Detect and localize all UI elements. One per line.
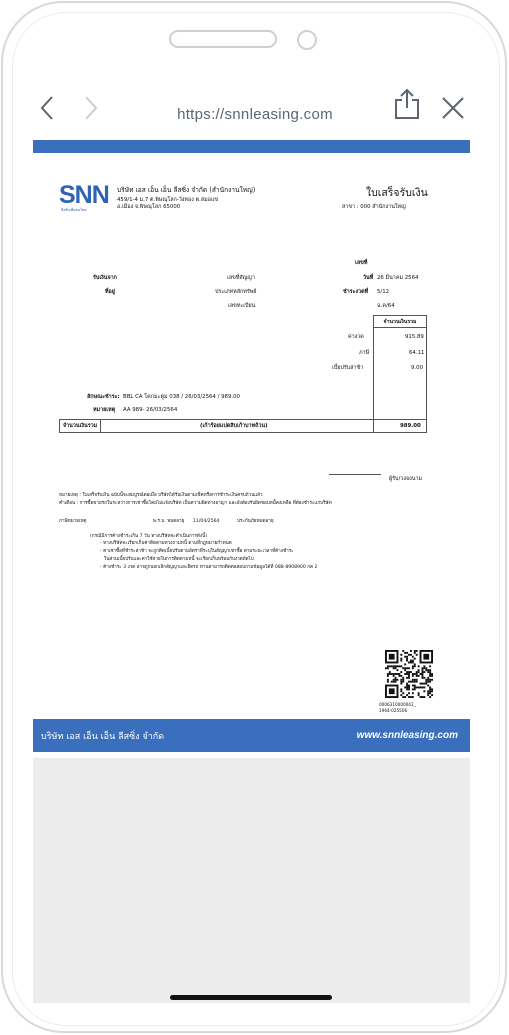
share-icon[interactable]: [393, 90, 421, 118]
receipt-no-label: เลขที่: [355, 260, 368, 266]
amount-column: [373, 315, 427, 433]
date-label: วันที่: [363, 275, 374, 281]
total-label: จำนวนเงินรวม: [63, 423, 98, 429]
contract-label: เลขที่สัญญา: [227, 275, 255, 281]
item-label: ค่างวด: [348, 334, 364, 340]
item-value: 915.89: [405, 334, 424, 340]
installment-value: 5/12: [377, 289, 390, 295]
signature-label: ผู้รับ/วงจงนาม: [389, 476, 423, 482]
qr-reference: 0006310000042_ 1964-025506: [379, 702, 416, 713]
address-bar-url[interactable]: https://snnleasing.com: [177, 106, 333, 123]
total-value: 989.00: [400, 423, 421, 429]
item-label: เบี้ยปรับล่าช้า: [332, 365, 364, 371]
qr-code-image: [385, 650, 433, 698]
ref-date: 11/04/2564: [193, 519, 220, 524]
vehicle-type-label: ประเภทหลักทรัพย์: [215, 289, 257, 295]
item-label: ภาษี: [359, 350, 370, 356]
page-background: [33, 758, 470, 1003]
ref-label: พ.ร.บ. หมดอายุ: [153, 519, 185, 524]
item-value: 9.00: [411, 365, 424, 371]
receipt-title: ใบเสร็จรับเงิน: [366, 187, 428, 199]
tax-label: ภาษีหมายเหตุ: [59, 519, 87, 524]
home-indicator[interactable]: [170, 995, 332, 1000]
footer-band: [33, 719, 470, 752]
company-address: 459/1-4 ม.7 ต.พิษณุโลก-วังทอง ต.สมอแข อ.เมือง จ.พิษณุโลก 65000: [117, 197, 219, 211]
close-icon[interactable]: [439, 94, 467, 122]
payment-method-value: BBL CA โคกมะตูม 038 / 26/03/2564 / 989.00: [123, 394, 240, 400]
address-label: ที่อยู่: [105, 289, 115, 295]
header-band: [33, 140, 470, 153]
total-in-words: (เก้าร้อยแปดสิบเก้าบาทถ้วน): [200, 423, 268, 429]
warning-line: คำเตือน : การซื้อขายรถในระหว่างการเช่าซื้อโดยไม่แจ้งบริษัท เป็นความผิดทางอาญา และยังต้องรับผิดชอบหนี้คงเหลือ ที่ต้องชำระแก่บริษัท: [59, 501, 332, 506]
bullet-note: (กรณีมีการค้างชำระเกิน 7 วัน ทางบริษัทจะดำเนินการดังนี้): [90, 534, 208, 539]
amount-header: จำนวนเงินรวม: [374, 316, 426, 328]
remark-label: หมายเหตุ: [93, 407, 116, 413]
web-page-viewport[interactable]: [33, 134, 470, 754]
signature-line: [329, 474, 381, 475]
remark-value: AA 989- 26/03/2564: [123, 407, 178, 413]
total-row: [59, 419, 427, 433]
front-camera: [297, 30, 317, 50]
note-line: หมายเหตุ : ใบเสร็จรับเงิน ฉบับนี้จะสมบูรณ์ต่อเมื่อ บริษัทได้รับเงินตามเช็คหรือการชำระเงินครบถ้วนแล้ว: [59, 493, 263, 498]
bullet-note: - ค้างชำระ 3 งวด อาจถูกบอกเลิกสัญญาและยึดรถ ท่านสามารถติดต่อสอบถามข้อมูลได้ที่ 088-8908900 กด 2: [100, 565, 318, 570]
insurance-label: ประกันภัยหมดอายุ: [237, 519, 274, 524]
branch-info: สาขา : 000 สำนักงานใหญ่: [342, 204, 406, 210]
company-name: บริษัท เอส เอ็น เอ็น ลีสซิ่ง จำกัด (สำนักงานใหญ่): [117, 186, 256, 194]
item-value: 64.11: [409, 350, 425, 356]
date-value: 26 มีนาคม 2564: [377, 275, 419, 281]
installment-label: ชำระงวดที่: [343, 289, 369, 295]
chevron-right-icon[interactable]: [77, 94, 105, 122]
chevron-left-icon[interactable]: [33, 94, 61, 122]
bullet-note: ในส่วนเบี้ยปรับและค่าใช้จ่ายในการติดตามหนี้ จะเรียกเก็บพร้อมกับงวดถัดไป: [104, 557, 254, 562]
bullet-note: - ทางบริษัทจะเรียกเก็บค่าติดตามทวงถามหนี้ ตามที่กฎหมายกำหนด: [100, 541, 232, 546]
payment-method-label: ลักษณะชำระ:: [87, 394, 120, 400]
speaker-grille: [169, 30, 277, 48]
snn-logo: SNN ลีสซิ่งเพื่อคนไทย: [59, 181, 109, 212]
footer-company: บริษัท เอส เอ็น เอ็น ลีสซิ่ง จำกัด: [41, 731, 165, 742]
bullet-note: - ค่าเช่าซื้อที่ชำระล่าช้า จะถูกคิดเบี้ยปรับตามอัตราที่ระบุในสัญญาเช่าซื้อ ตามระยะเวลาที่ค้างชำระ: [100, 549, 294, 554]
footer-website-link[interactable]: www.snnleasing.com: [356, 730, 458, 741]
registration-label: เลขทะเบียน: [228, 303, 256, 309]
received-from-label: รับเงินจาก: [93, 275, 117, 281]
browser-toolbar: [25, 82, 480, 134]
registration-value: ฉ.ค/64: [377, 303, 395, 309]
